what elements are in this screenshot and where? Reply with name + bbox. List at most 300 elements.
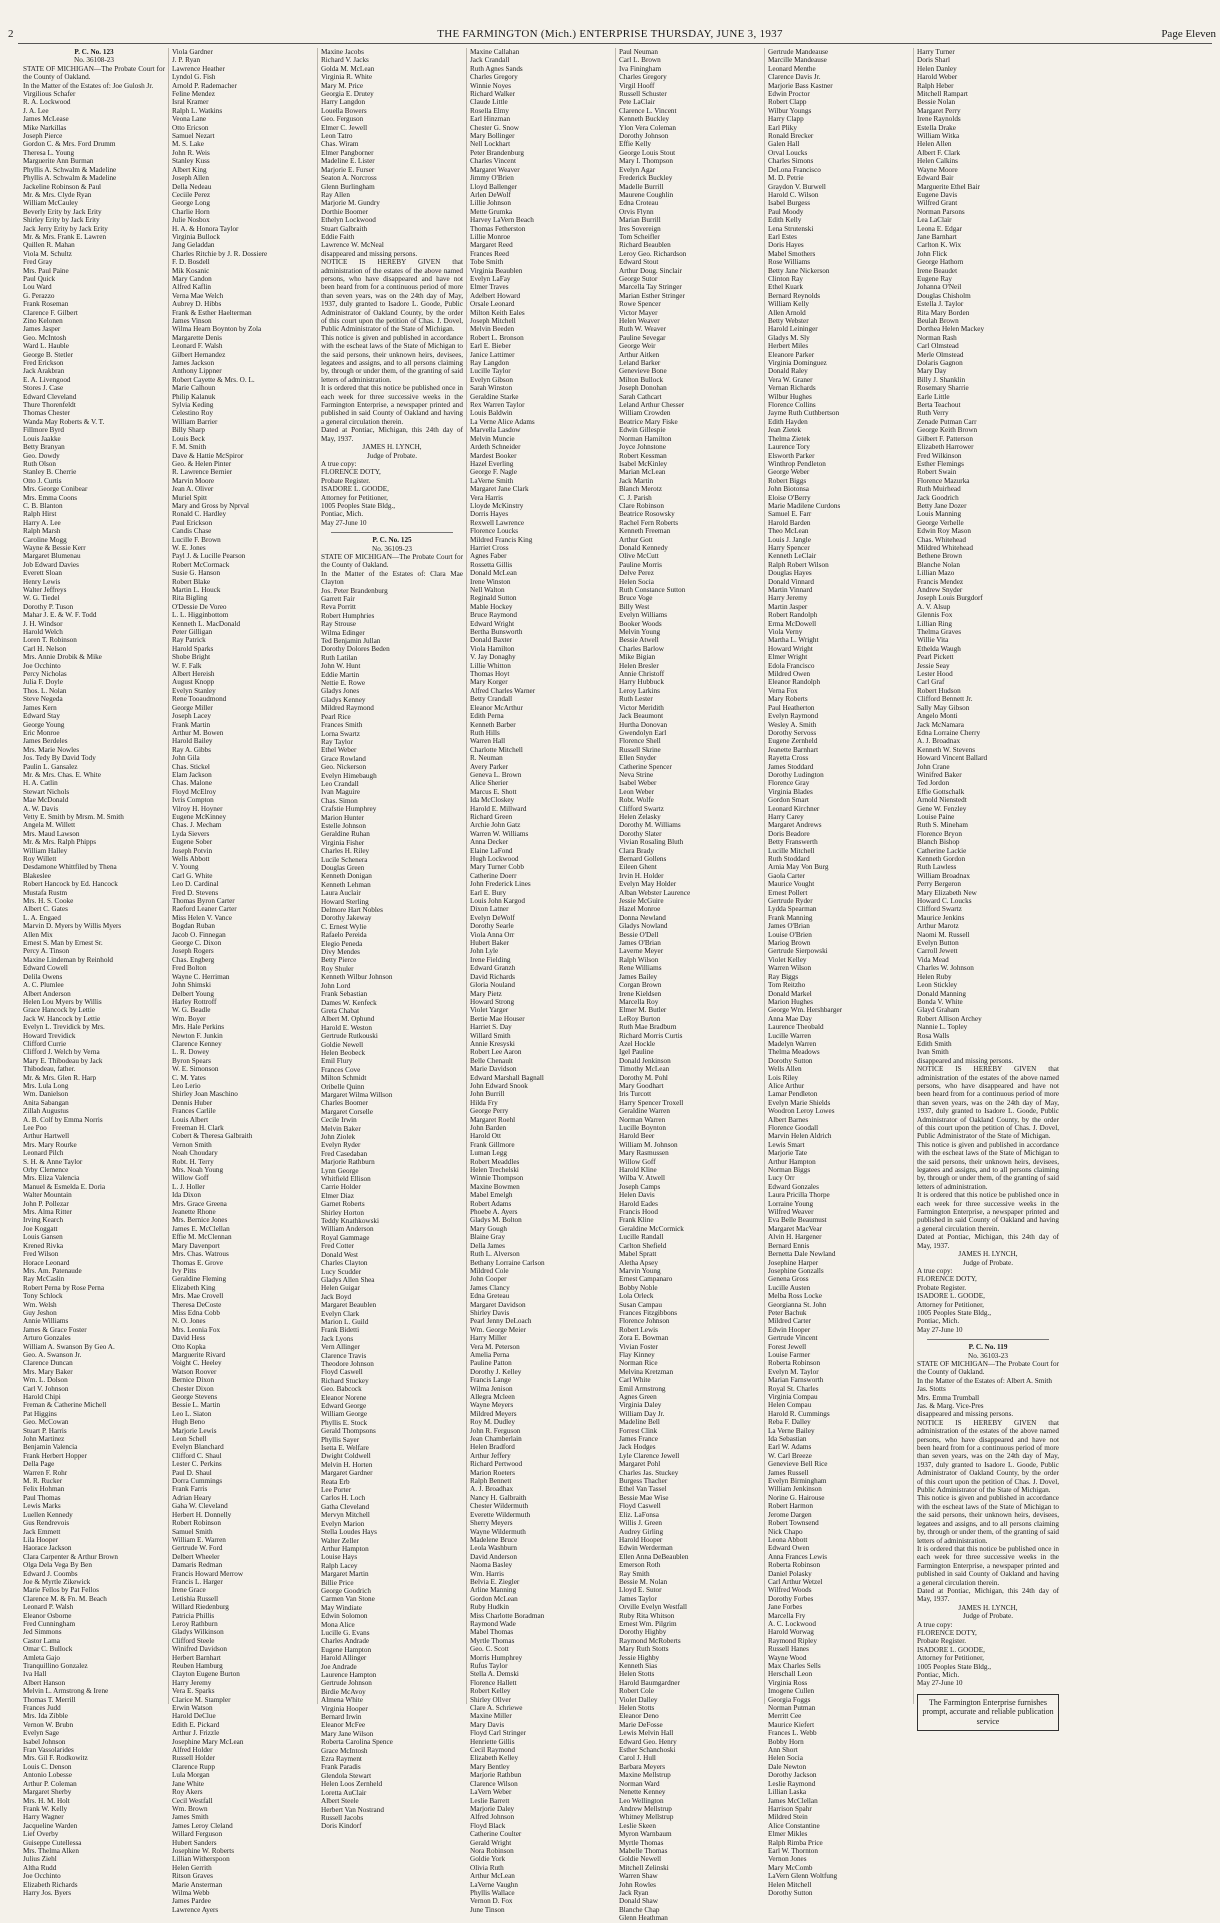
- notice-line: Paulin L. Gansalez: [23, 762, 78, 771]
- notice-line: Julius Ziehl: [23, 1855, 57, 1864]
- notice-line: Forrest Clink: [619, 1426, 658, 1435]
- notice-line: Jeanette Rhone: [172, 1208, 216, 1217]
- notice-line: Russell Skrine: [619, 745, 661, 754]
- notice-line: Helen Zelasky: [619, 812, 661, 821]
- notice-line: Florence Gray: [768, 779, 810, 788]
- notice-line: Joe Occhinto: [23, 1872, 61, 1881]
- notice-line: Dave & Hattie McSpiror: [172, 451, 244, 460]
- notice-line: Harold Ott: [470, 1132, 501, 1141]
- notice-line: Rachel Fern Roberts: [619, 518, 679, 527]
- notice-line: Galen Hall: [768, 140, 800, 149]
- notice-line: Marjorie Lewis: [172, 1426, 217, 1435]
- notice-line: Margarette Denis: [172, 333, 222, 342]
- notice-line: William Anderson: [321, 1225, 374, 1234]
- notice-line: Joseph Lacey: [172, 712, 211, 721]
- notice-line: Ruth L. Alverson: [470, 1250, 520, 1259]
- notice-line: Norman Parsons: [917, 207, 965, 216]
- notice-line: Marie Davidson: [470, 1065, 517, 1074]
- notice-line: Louis Jaakke: [23, 434, 61, 443]
- notice-line: Beulah Brown: [917, 317, 959, 325]
- notice-line: Myron Warnbaum: [619, 1830, 672, 1839]
- notice-line: Jimmy O'Brien: [470, 174, 514, 183]
- notice-line: Eugene Sober: [172, 838, 213, 847]
- notice-line: Samuel E. Farr: [768, 510, 812, 519]
- notice-line: Frank Martin: [172, 720, 211, 729]
- notice-line: Mrs. H. S. Cooke: [23, 897, 74, 906]
- notice-line: Edward Granzh: [470, 964, 516, 973]
- notice-line: James Berdeles: [23, 737, 68, 746]
- notice-line: Hazel Monroe: [619, 905, 661, 914]
- notice-line: Harold Worwag: [768, 1628, 814, 1637]
- notice-line: Virginia Daley: [619, 1401, 662, 1410]
- notice-line: Mrs. Hale Perkins: [172, 1023, 225, 1032]
- notice-line: Virginia Fisher: [321, 838, 365, 847]
- notice-line: Samuel Smith: [172, 1527, 213, 1536]
- notice-line: W. E. Simonson: [172, 1065, 219, 1074]
- notice-line: Carl G. White: [172, 871, 213, 880]
- notice-line: Carol J. Hull: [619, 1754, 656, 1763]
- notice-line: Vera M. Peterson: [470, 1342, 520, 1351]
- notice-line: Allegra Mcleen: [470, 1393, 515, 1401]
- notice-line: Bogdan Ruban: [172, 922, 215, 931]
- notice-line: Margaret Pohl: [619, 1460, 661, 1469]
- notice-line: Marie Calhoun: [172, 384, 216, 393]
- notice-line: Miss Edna Cobb: [172, 1308, 220, 1317]
- notice-line: Mildred Stein: [768, 1813, 808, 1822]
- notice-line: Frances Fitzgibbons: [619, 1308, 678, 1317]
- notice-line: Krened Rivka: [23, 1241, 64, 1250]
- notice-line: Mary Korger: [470, 678, 508, 687]
- notice-line: Georgianna St. John: [768, 1300, 827, 1309]
- notice-line: Philip Kalanuk: [172, 392, 216, 401]
- notice-line: Harry Langdon: [321, 98, 366, 107]
- notice-line: Arthur Hampton: [321, 1544, 369, 1553]
- notice-line: Dated at Pontiac, Michigan, this 24th day of May, 1937.: [917, 1233, 1059, 1250]
- notice-line: Wayne Wood: [768, 1653, 807, 1662]
- notice-line: Kenneth LeClair: [768, 552, 817, 561]
- notice-line: Vetty E. Smith by Mrsm. M. Smith: [23, 812, 124, 821]
- notice-line: Dated at Pontiac, Michigan, this 24th day of May, 1937.: [917, 1586, 1059, 1604]
- notice-line: Rita Bigling: [172, 594, 208, 603]
- notice-line: Leon Weber: [619, 787, 655, 796]
- notice-line: Jack Beaumont: [619, 712, 664, 721]
- notice-line: Clare A. Schriewe: [470, 1704, 523, 1713]
- notice-line: Evelyn May Holder: [619, 880, 677, 889]
- notice-line: Lloyd Ballenger: [470, 182, 517, 191]
- notice-line: Robert L. Bronson: [470, 333, 524, 342]
- notice-line: Roberta Robinson: [768, 1359, 821, 1368]
- notice-line: Francis L. Harger: [172, 1577, 223, 1586]
- notice-line: Sylvia Keding: [172, 401, 214, 410]
- notice-line: Mary McComb: [768, 1863, 813, 1872]
- notice-line: Dwight Coldwell: [321, 1452, 371, 1461]
- notice-line: Geo. Nickerson: [321, 763, 367, 772]
- notice-line: Maxine Jacobs: [321, 48, 364, 56]
- notice-line: James Leroy Cleland: [172, 1821, 233, 1830]
- notice-line: Rowe Spencer: [619, 300, 661, 309]
- notice-line: Ceciile Perez: [172, 190, 211, 199]
- notice-line: James Vinson: [172, 317, 212, 325]
- notice-line: John Biotonsa: [768, 485, 809, 494]
- notice-line: George Long: [172, 199, 210, 208]
- notice-line: Voight C. Heeley: [172, 1359, 222, 1368]
- notice-line: Ruth W. Weaver: [619, 325, 666, 334]
- notice-line: Evelyn Button: [917, 939, 959, 948]
- notice-line: Steve Negeda: [23, 695, 63, 704]
- notice-line: Ylon Vera Coleman: [619, 123, 676, 132]
- notice-line: Lena Strutenski: [768, 224, 814, 233]
- notice-line: Mrs. Lula Long: [23, 1081, 69, 1090]
- notice-line: Elizabeth Harrower: [917, 443, 974, 452]
- notice-line: William E. Warren: [172, 1535, 226, 1544]
- notice-line: Lillian Laska: [768, 1788, 807, 1797]
- notice-line: Florence Shell: [619, 737, 661, 746]
- notice-line: Mary Candon: [172, 274, 212, 283]
- notice-line: Gladys Nowland: [619, 922, 668, 931]
- notice-line: Wesley A. Smith: [768, 720, 817, 729]
- notice-line: Archie John Gatz: [470, 821, 521, 830]
- notice-line: Mary Ruth Stotts: [619, 1645, 669, 1654]
- notice-line: David Richards: [470, 972, 515, 981]
- notice-line: Dorothy Slater: [619, 829, 662, 838]
- notice-line: Paul Moody: [768, 207, 804, 216]
- notice-line: Delve Perez: [619, 569, 654, 578]
- column-6: [765, 48, 914, 1897]
- notice-line: Max Charles Sells: [768, 1662, 821, 1670]
- notice-line: Flay Kinney: [619, 1350, 655, 1359]
- notice-line: Verna Fox: [768, 686, 798, 695]
- notice-line: Thomas Hoyt: [470, 670, 510, 679]
- notice-line: Sarah Winston: [470, 384, 513, 393]
- notice-line: Harold Welch: [23, 628, 63, 637]
- notice-line: Mary Bentley: [470, 1762, 510, 1771]
- notice-line: Imogene Cullen: [768, 1687, 815, 1696]
- notice-line: Carlos H. Loch: [321, 1494, 366, 1503]
- notice-line: Willard Smith: [470, 1031, 511, 1040]
- notice-line: Edward J. Coombs: [23, 1569, 78, 1578]
- notice-line: Fred Wilson: [23, 1250, 59, 1259]
- notice-line: John Frederick Lines: [470, 880, 531, 889]
- column-7: [914, 48, 1062, 1726]
- notice-line: JAMES H. LYNCH,: [362, 443, 422, 452]
- notice-line: Edwin Werderman: [619, 1544, 673, 1553]
- notice-line: Donald Baxter: [470, 636, 513, 645]
- notice-line: Pontiac, Mich.: [917, 1317, 960, 1326]
- notice-line: Isabel Johnson: [23, 1737, 66, 1746]
- notice-line: Evelyn Birmingham: [768, 1477, 827, 1486]
- notice-line: Mardest Booker: [470, 451, 517, 460]
- notice-line: Jerome Dargen: [768, 1510, 812, 1519]
- notice-line: Wm. L. Dolson: [23, 1376, 68, 1385]
- notice-line: Jane Barnhart: [917, 232, 957, 241]
- notice-line: May 27-June 10: [917, 1325, 963, 1334]
- notice-line: Annie Williams: [23, 1317, 69, 1326]
- notice-line: Florence Johnson: [619, 1317, 670, 1326]
- notice-line: Chester Dixon: [172, 1384, 214, 1393]
- notice-line: Edola Francisco: [768, 661, 815, 670]
- notice-line: Gladys M. Sly: [768, 333, 810, 342]
- notice-line: Ruth S. Mineham: [917, 821, 968, 830]
- notice-line: Vilroy H. Hoyner: [172, 804, 223, 813]
- notice-line: Betty Crandall: [470, 695, 513, 704]
- notice-line: Stuart Galbraith: [321, 224, 368, 233]
- notice-line: Gerald Wright: [470, 1838, 512, 1847]
- notice-line: Edward Cowell: [23, 964, 68, 973]
- notice-line: Frank Sebastian: [321, 990, 368, 999]
- notice-line: Jessie McGuire: [619, 897, 664, 906]
- notice-line: Leo D. Cardinal: [172, 880, 219, 889]
- notice-line: Mary and Gross by Nprval: [172, 501, 250, 510]
- notice-line: Kenneth Wilbur Johnson: [321, 973, 393, 982]
- notice-line: Evelyn Marie Shields: [768, 1098, 831, 1107]
- notice-line: Eddie Faith: [321, 232, 355, 241]
- notice-line: Quillen R. Mahan: [23, 241, 75, 250]
- notice-line: H. A. Catlin: [23, 779, 58, 788]
- notice-line: Marjorie E. Furser: [321, 165, 375, 174]
- notice-line: Edward Stout: [619, 258, 659, 267]
- notice-line: Gertrude Johnson: [321, 1679, 372, 1688]
- notice-line: Harold Beer: [619, 1132, 655, 1141]
- notice-line: Probate Register.: [321, 476, 371, 485]
- notice-line: Louis C. Denson: [23, 1762, 72, 1771]
- notice-line: Lamar Pendleton: [768, 1090, 818, 1099]
- notice-line: Albert Hanson: [23, 1678, 66, 1687]
- notice-line: Norman Putman: [768, 1704, 816, 1713]
- notice-line: Henriette Gillis: [470, 1737, 515, 1746]
- notice-line: Willie Vita: [917, 636, 949, 645]
- notice-line: Billy Sharp: [172, 426, 205, 435]
- notice-line: Rex Warren Taylor: [470, 401, 525, 410]
- notice-line: Timothy McLean: [619, 1065, 670, 1074]
- notice-line: JAMES H. LYNCH,: [958, 1250, 1018, 1259]
- notice-line: Arthur Doug. Sinclair: [619, 266, 682, 275]
- notice-line: Winthrop Pendleton: [768, 459, 826, 468]
- notice-line: Charles Gregory: [470, 73, 518, 82]
- notice-line: Marguerite Ann Burman: [23, 157, 94, 166]
- notice-line: Arturo Gonzales: [23, 1334, 71, 1343]
- notice-line: Seaton A. Norcross: [321, 174, 377, 183]
- notice-line: Dolaris Gagnon: [917, 359, 963, 368]
- notice-line: Doris Beadore: [768, 829, 810, 838]
- notice-line: Gwendolyn Earl: [619, 728, 667, 737]
- notice-line: Altha Rudd: [23, 1863, 57, 1872]
- notice-line: Evelyn DeWolf: [470, 913, 515, 922]
- notice-line: Bernard Reynolds: [768, 291, 821, 300]
- notice-line: Martin Vinnard: [768, 586, 813, 594]
- notice-line: Geo. A. Swanson Jr.: [23, 1350, 82, 1359]
- notice-line: Richard Morris Curtis: [619, 1031, 683, 1040]
- notice-line: William McCauley: [23, 199, 79, 208]
- notice-line: Elmer Wright: [768, 653, 808, 662]
- notice-line: Charles Boomer: [321, 1099, 368, 1108]
- notice-line: Lillian Mazo: [917, 569, 955, 578]
- notice-line: Wilma Edinger: [321, 628, 365, 637]
- notice-line: Victor Mayer: [619, 308, 658, 317]
- notice-line: Phoebe A. Ayers: [470, 1208, 518, 1217]
- notice-line: Thos. L. Nolan: [23, 686, 67, 695]
- notice-line: Orville Evelyn Westfall: [619, 1603, 687, 1612]
- notice-line: Helen Ruby: [917, 972, 952, 981]
- notice-line: Joe & Myrtle Zikewick: [23, 1577, 91, 1586]
- notice-line: Catherine Lackie: [917, 846, 967, 855]
- notice-line: Igel Pauline: [619, 1048, 654, 1057]
- notice-line: La Verne Alice Adams: [470, 417, 535, 426]
- notice-line: Jane Forbes: [768, 1603, 803, 1612]
- notice-line: Edwin Gillespie: [619, 426, 666, 435]
- notice-line: Evelyn Sage: [23, 1729, 60, 1738]
- notice-line: Russell Jacobs: [321, 1813, 364, 1822]
- notice-line: Irvin H. Holder: [619, 871, 664, 880]
- notice-line: James Kern: [23, 703, 57, 712]
- notice-line: F. M. Smith: [172, 443, 207, 452]
- notice-line: Harriet S. Day: [470, 1023, 512, 1032]
- notice-line: Francis Mendez: [917, 577, 964, 586]
- notice-line: Emil Flury: [321, 1057, 353, 1066]
- notice-line: Mildred Owen: [768, 670, 811, 679]
- notice-line: David Anderson: [470, 1552, 517, 1561]
- notice-line: Mary Elizabeth New: [917, 888, 977, 897]
- notice-line: Ida McCloskey: [470, 796, 515, 805]
- notice-line: Pontiac, Mich.: [321, 510, 364, 519]
- notice-line: Carl White: [619, 1376, 651, 1385]
- notice-line: Robert Robinson: [172, 1519, 221, 1528]
- notice-line: Harold DeClue: [172, 1712, 216, 1721]
- notice-line: Edward Marshall Bagnall: [470, 1073, 544, 1082]
- notice-line: Ernest Campanaro: [619, 1275, 673, 1284]
- notice-line: Roy Shuler: [321, 964, 354, 973]
- notice-line: Mildred Whitehead: [917, 543, 973, 552]
- notice-line: Isabel Weber: [619, 779, 657, 788]
- notice-line: Edith Smith: [917, 1039, 952, 1048]
- notice-line: Leonard Kirchner: [768, 804, 820, 813]
- notice-line: Kenneth L. MacDonald: [172, 619, 241, 628]
- notice-line: Shirley Joan Maschino: [172, 1090, 238, 1099]
- notice-line: Bruce Raymond: [470, 611, 517, 620]
- notice-line: Betty Webster: [768, 317, 809, 325]
- notice-line: Harry Hubbuck: [619, 678, 664, 687]
- notice-line: Lula Morgan: [172, 1771, 210, 1780]
- notice-line: Gladys Wilkinson: [172, 1628, 224, 1637]
- notice-line: Willard Ferguson: [172, 1830, 223, 1839]
- notice-line: Margaret MacVear: [768, 1224, 822, 1233]
- notice-line: Hubert Sanders: [172, 1838, 217, 1847]
- notice-line: Harold Weber: [917, 73, 958, 82]
- notice-line: Nell Walton: [470, 586, 505, 594]
- notice-line: Dorothy Dolores Beden: [321, 645, 390, 654]
- notice-line: Joe Occhinto: [23, 661, 61, 670]
- notice-line: Margaret Gardner: [321, 1469, 373, 1478]
- notice-line: Ray Patrick: [172, 636, 206, 645]
- notice-line: Carroll Jewett: [917, 947, 958, 956]
- notice-line: Pontiac, Mich.: [917, 1671, 960, 1679]
- notice-line: Catherine Coulter: [470, 1830, 522, 1839]
- notice-line: Louise Hays: [321, 1553, 358, 1562]
- notice-line: Wanda May Roberts & V. T.: [23, 417, 105, 426]
- notice-line: Lillie Johnson: [470, 199, 511, 208]
- notice-line: Stanley B. Cherrie: [23, 468, 77, 477]
- notice-line: Geo. Ferguson: [321, 115, 364, 124]
- notice-line: Ruby Rita Whitson: [619, 1611, 675, 1620]
- notice-line: Mary Davis: [470, 1720, 505, 1729]
- notice-line: Beatrice Rosowsky: [619, 510, 675, 519]
- notice-line: Phyllis Sayer: [321, 1435, 360, 1444]
- notice-line: Morris Humphrey: [470, 1653, 523, 1662]
- notice-line: Carl Arthur Wetzel: [768, 1577, 823, 1586]
- notice-line: Harry Turner: [917, 48, 955, 56]
- notice-line: Leo Wellington: [619, 1796, 664, 1805]
- notice-line: Helen Allen: [917, 140, 952, 149]
- notice-line: Frances Cove: [321, 1065, 361, 1074]
- notice-line: Frank Roseman: [23, 300, 69, 309]
- notice-line: Mette Grumka: [470, 207, 513, 216]
- notice-line: Emil Armstrong: [619, 1384, 666, 1393]
- notice-line: Floyd Caswell: [321, 1368, 363, 1377]
- notice-line: Harold Bailey: [172, 737, 213, 746]
- notice-line: Iva Finingham: [619, 64, 662, 73]
- notice-line: Wm. Boyer: [172, 1014, 206, 1023]
- notice-line: V. Young: [172, 863, 199, 872]
- notice-line: Angela M. Willett: [23, 821, 76, 830]
- notice-line: Eloise O'Berry: [768, 493, 811, 502]
- notice-line: Virginia Bullock: [172, 232, 220, 241]
- notice-line: Carl Olmstead: [917, 342, 959, 351]
- notice-line: Burgess Thacher: [619, 1477, 668, 1486]
- notice-line: Arthur Hartwell: [23, 1132, 70, 1141]
- notice-line: Gordon McLean: [470, 1594, 518, 1603]
- notice-line: Walter Zeller: [321, 1536, 359, 1545]
- notice-line: Margaret Sherby: [23, 1788, 72, 1797]
- notice-line: Reata Erb: [321, 1477, 350, 1486]
- notice-line: Dorothy Highby: [619, 1628, 667, 1637]
- notice-line: Joyce Johnstone: [619, 443, 666, 452]
- notice-line: Virginia Ross: [768, 1678, 808, 1687]
- notice-line: Marguerite Rivard: [172, 1350, 226, 1359]
- notice-line: Iva Hall: [23, 1670, 47, 1679]
- notice-line: Johanna O'Neil: [917, 283, 962, 292]
- notice-line: Mary Gough: [470, 1224, 507, 1233]
- notice-line: Eugene Zernheld: [768, 737, 818, 746]
- notice-line: Nell Lockhart: [470, 140, 511, 149]
- notice-line: Clifford Swartz: [917, 905, 962, 914]
- notice-line: Carrie Holder: [321, 1183, 361, 1192]
- notice-line: John Rowles: [619, 1880, 656, 1889]
- notice-line: Helen Gerrith: [172, 1863, 212, 1872]
- notice-line: Alfred Holder: [172, 1746, 213, 1755]
- notice-line: Gladys M. Bolton: [470, 1216, 522, 1225]
- notice-line: Ruth Mae Bradburn: [619, 1023, 677, 1032]
- notice-line: Probate Register.: [917, 1283, 967, 1292]
- notice-line: Leona E. Edgar: [917, 224, 962, 233]
- notice-line: Edna Greteau: [470, 1292, 510, 1301]
- notice-line: Phyllis Wallace: [470, 1888, 515, 1897]
- notice-line: Dorothy Johnson: [619, 132, 669, 141]
- notice-line: Richard V. Jacks: [321, 56, 369, 65]
- notice-line: Mrs. Gil F. Rodkowitz: [23, 1754, 88, 1763]
- notice-line: Woodron Leroy Lowes: [768, 1107, 835, 1116]
- notice-line: Gatha Cleveland: [321, 1502, 370, 1511]
- notice-line: Judge of Probate.: [962, 1612, 1014, 1621]
- notice-line: Allen Mix: [23, 930, 53, 939]
- notice-line: Anna Mae Day: [768, 1014, 812, 1023]
- notice-line: John P. Pollezar: [23, 1199, 69, 1208]
- notice-line: Damaris Redman: [172, 1561, 223, 1570]
- notice-line: Melvin Baker: [321, 1124, 361, 1133]
- notice-line: Dorothy M. Williams: [619, 821, 681, 830]
- notice-line: Raeford Leaner Carter: [172, 905, 237, 914]
- notice-line: Harold Chipi: [23, 1393, 61, 1401]
- notice-line: Douglas Chisholm: [917, 291, 971, 300]
- notice-line: Frank Bidetti: [321, 1326, 360, 1335]
